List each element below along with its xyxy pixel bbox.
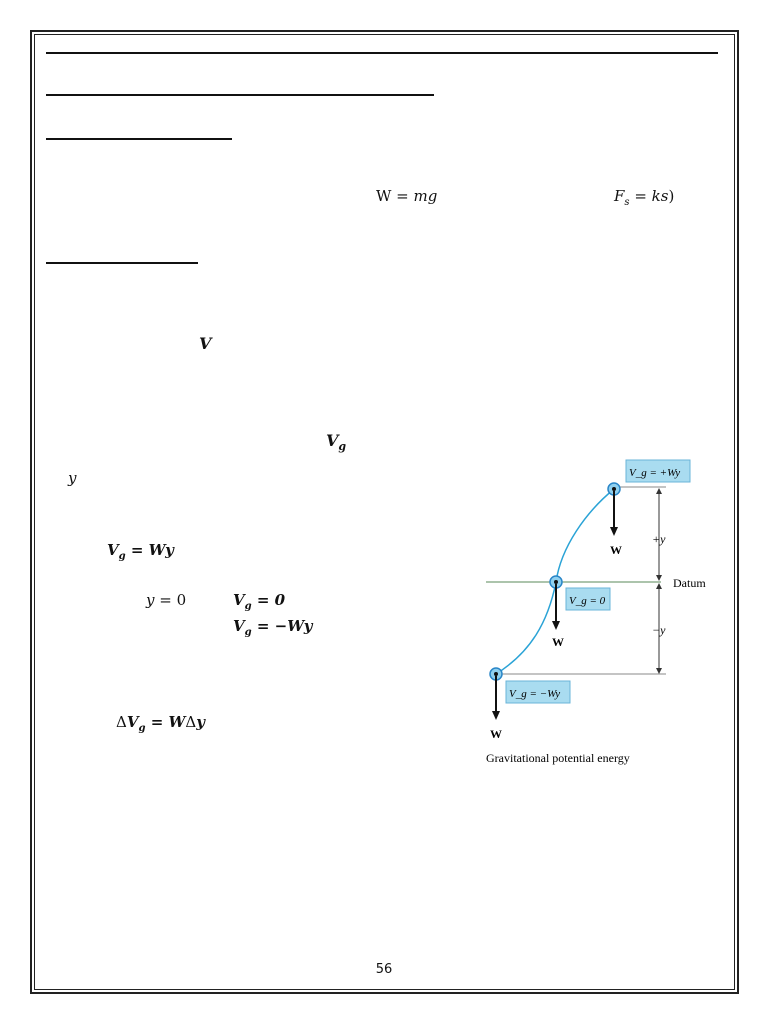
vg-zero: $V_g = 0$ xyxy=(233,591,286,612)
page-number: 56 xyxy=(375,962,393,977)
delta-vg-equation: $\Delta V_g = W\Delta y$ xyxy=(116,713,205,734)
vg-negative: $V_g = -Wy$ xyxy=(233,617,313,638)
label-top: V_g = +Wy xyxy=(629,467,681,479)
y-zero-condition: y = 0 xyxy=(146,591,187,609)
weight-label-mid: W xyxy=(552,635,564,649)
weight-label-top: W xyxy=(610,543,622,557)
weight-equation: W = mg xyxy=(376,187,438,205)
figure-caption: Gravitational potential energy xyxy=(486,751,630,765)
spring-force-equation: $F_s = ks$) xyxy=(614,187,675,208)
heading-rule-3 xyxy=(46,138,232,140)
datum-label: Datum xyxy=(673,576,706,590)
minus-y-label: −y xyxy=(652,623,666,637)
gravitational-pe-symbol: $V_g$ xyxy=(326,431,347,454)
heading-rule-4 xyxy=(46,262,198,264)
heading-rule-2 xyxy=(46,94,434,96)
label-bottom: V_g = −Wy xyxy=(509,688,561,700)
potential-energy-symbol: V xyxy=(199,334,212,353)
heading-rule-1 xyxy=(46,52,718,54)
gravitational-pe-figure xyxy=(476,452,716,770)
vg-definition: $V_g = Wy$ xyxy=(107,541,174,562)
plus-y-label: +y xyxy=(652,532,666,546)
height-symbol: y xyxy=(68,469,77,487)
weight-label-bottom: W xyxy=(490,727,502,741)
label-mid: V_g = 0 xyxy=(569,595,606,607)
